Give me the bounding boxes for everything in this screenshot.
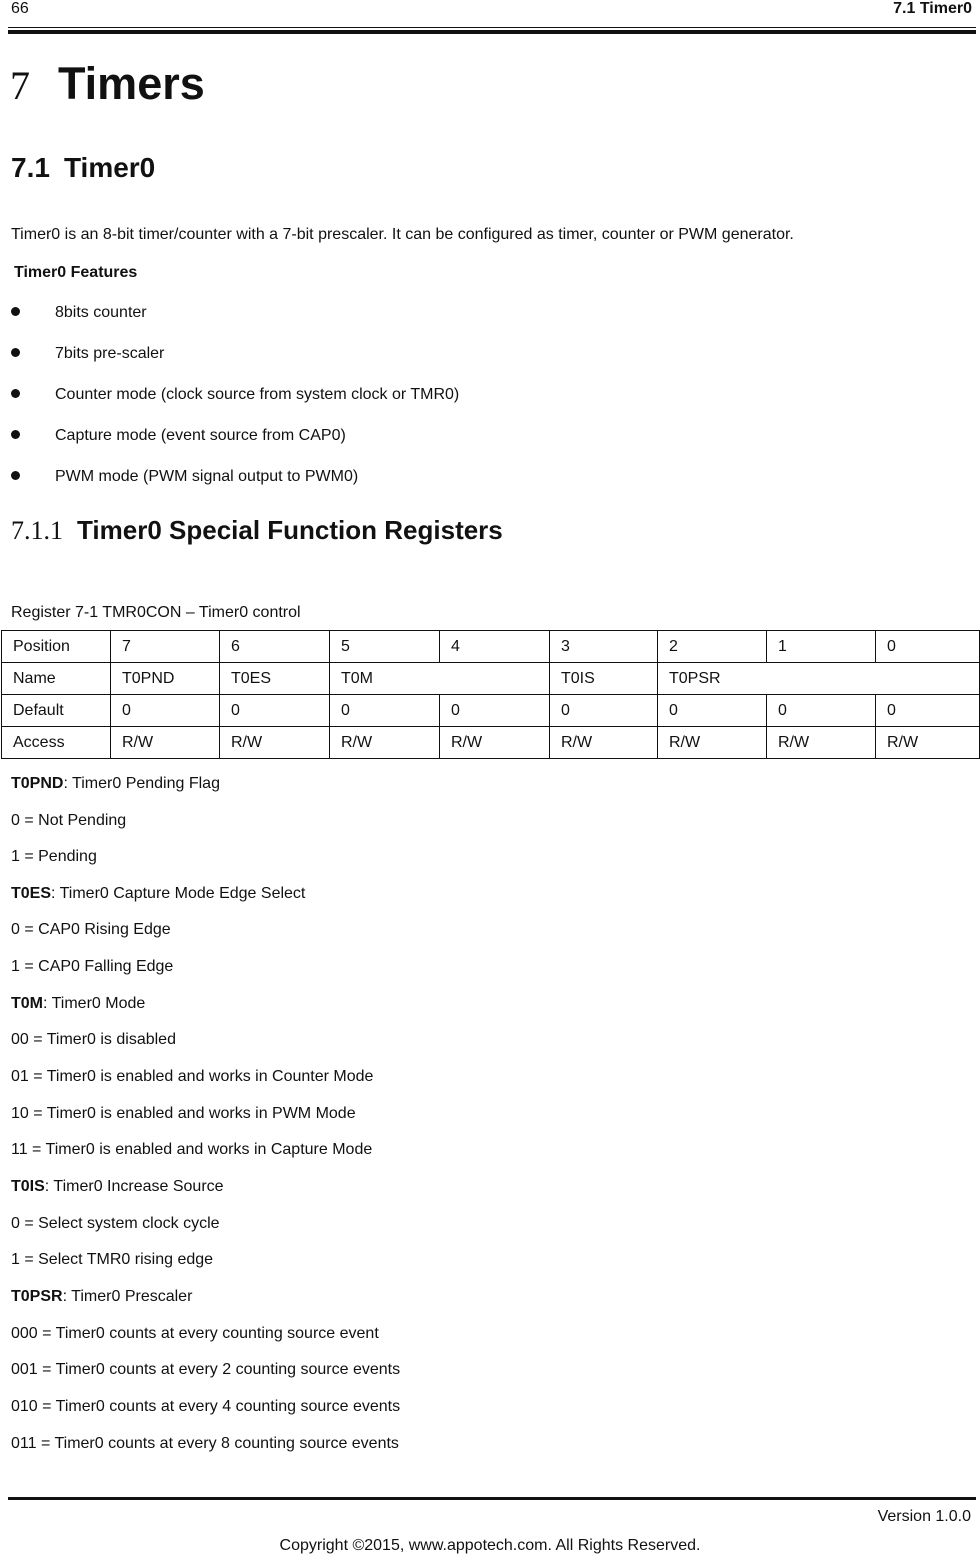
table-cell: 0 <box>111 695 220 727</box>
table-cell: 0 <box>220 695 330 727</box>
register-caption: Register 7-1 TMR0CON – Timer0 control <box>11 604 301 621</box>
table-row-default <box>2 695 980 727</box>
field-value: 1 = CAP0 Falling Edge <box>11 958 174 975</box>
table-cell: R/W <box>876 727 980 759</box>
chapter-number: 7 <box>10 63 30 108</box>
bullet-icon <box>11 348 20 357</box>
table-cell: 0 <box>767 695 876 727</box>
field-value: 00 = Timer0 is disabled <box>11 1031 176 1048</box>
field-title-t0psr: T0PSR: Timer0 Prescaler <box>11 1288 193 1305</box>
table-cell: 0 <box>876 695 980 727</box>
footer-copyright: Copyright ©2015, www.appotech.com. All Rights Reserved. <box>279 1537 701 1554</box>
feature-item: Counter mode (clock source from system clock or TMR0) <box>11 386 459 404</box>
table-cell: 4 <box>440 631 550 663</box>
field-value: 011 = Timer0 counts at every 8 counting source events <box>11 1435 399 1452</box>
subsection-number: 7.1.1 <box>11 516 63 545</box>
table-cell: T0M <box>330 663 550 695</box>
table-cell: T0ES <box>220 663 330 695</box>
running-header-section: 7.1 Timer0 <box>893 0 972 17</box>
table-cell: 3 <box>550 631 658 663</box>
table-cell: 2 <box>658 631 767 663</box>
table-cell: 1 <box>767 631 876 663</box>
table-cell: R/W <box>330 727 440 759</box>
field-title-t0m: T0M: Timer0 Mode <box>11 995 146 1012</box>
field-value: 000 = Timer0 counts at every counting source event <box>11 1325 379 1342</box>
table-cell: Default <box>2 695 111 727</box>
feature-item: Capture mode (event source from CAP0) <box>11 427 346 445</box>
header-rule <box>8 27 976 35</box>
field-value: 01 = Timer0 is enabled and works in Counter Mode <box>11 1068 374 1085</box>
field-value: 11 = Timer0 is enabled and works in Capture Mode <box>11 1141 373 1158</box>
bullet-icon <box>11 307 20 316</box>
subsection-title: Timer0 Special Function Registers <box>77 515 503 545</box>
table-cell: R/W <box>440 727 550 759</box>
table-cell: R/W <box>220 727 330 759</box>
feature-item: 7bits pre-scaler <box>11 345 164 363</box>
field-value: 0 = Not Pending <box>11 812 127 829</box>
table-cell: 0 <box>876 631 980 663</box>
feature-item: PWM mode (PWM signal output to PWM0) <box>11 468 358 486</box>
features-heading: Timer0 Features <box>14 264 138 281</box>
chapter-title: Timers <box>58 58 205 109</box>
section-title: Timer0 <box>63 152 156 183</box>
table-cell: Name <box>2 663 111 695</box>
field-value: 10 = Timer0 is enabled and works in PWM Mode <box>11 1105 356 1122</box>
table-row-access <box>2 727 980 759</box>
field-value: 1 = Select TMR0 rising edge <box>11 1251 214 1268</box>
table-cell: 6 <box>220 631 330 663</box>
chapter-heading <box>10 58 205 110</box>
table-cell: 0 <box>658 695 767 727</box>
field-title-t0is: T0IS: Timer0 Increase Source <box>11 1178 224 1195</box>
field-value: 1 = Pending <box>11 848 97 865</box>
table-cell: T0PND <box>111 663 220 695</box>
footer-version: Version 1.0.0 <box>877 1508 971 1525</box>
table-cell: 0 <box>330 695 440 727</box>
table-cell: R/W <box>767 727 876 759</box>
section-heading <box>11 152 155 184</box>
bullet-icon <box>11 389 20 398</box>
field-title-t0es: T0ES: Timer0 Capture Mode Edge Select <box>11 885 306 902</box>
intro-paragraph: Timer0 is an 8-bit timer/counter with a 7-bit prescaler. It can be configured as timer, counter or PWM generator. <box>11 226 794 243</box>
field-value: 0 = CAP0 Rising Edge <box>11 921 171 938</box>
table-cell: R/W <box>111 727 220 759</box>
section-number: 7.1 <box>11 152 50 183</box>
field-title-t0pnd: T0PND: Timer0 Pending Flag <box>11 775 220 792</box>
table-cell: Access <box>2 727 111 759</box>
bullet-icon <box>11 430 20 439</box>
table-cell: 0 <box>550 695 658 727</box>
footer-rule <box>8 1497 976 1500</box>
table-cell: T0IS <box>550 663 658 695</box>
table-cell: 5 <box>330 631 440 663</box>
table-row-position <box>2 631 980 663</box>
subsection-heading <box>11 515 503 546</box>
field-value: 0 = Select system clock cycle <box>11 1215 220 1232</box>
table-cell: Position <box>2 631 111 663</box>
table-cell: R/W <box>658 727 767 759</box>
bullet-icon <box>11 471 20 480</box>
register-table <box>1 630 980 759</box>
field-value: 001 = Timer0 counts at every 2 counting source events <box>11 1361 401 1378</box>
table-cell: 7 <box>111 631 220 663</box>
field-value: 010 = Timer0 counts at every 4 counting source events <box>11 1398 401 1415</box>
table-cell: T0PSR <box>658 663 980 695</box>
table-cell: R/W <box>550 727 658 759</box>
feature-item: 8bits counter <box>11 304 147 322</box>
table-cell: 0 <box>440 695 550 727</box>
page-number: 66 <box>11 0 29 17</box>
table-row-name <box>2 663 980 695</box>
